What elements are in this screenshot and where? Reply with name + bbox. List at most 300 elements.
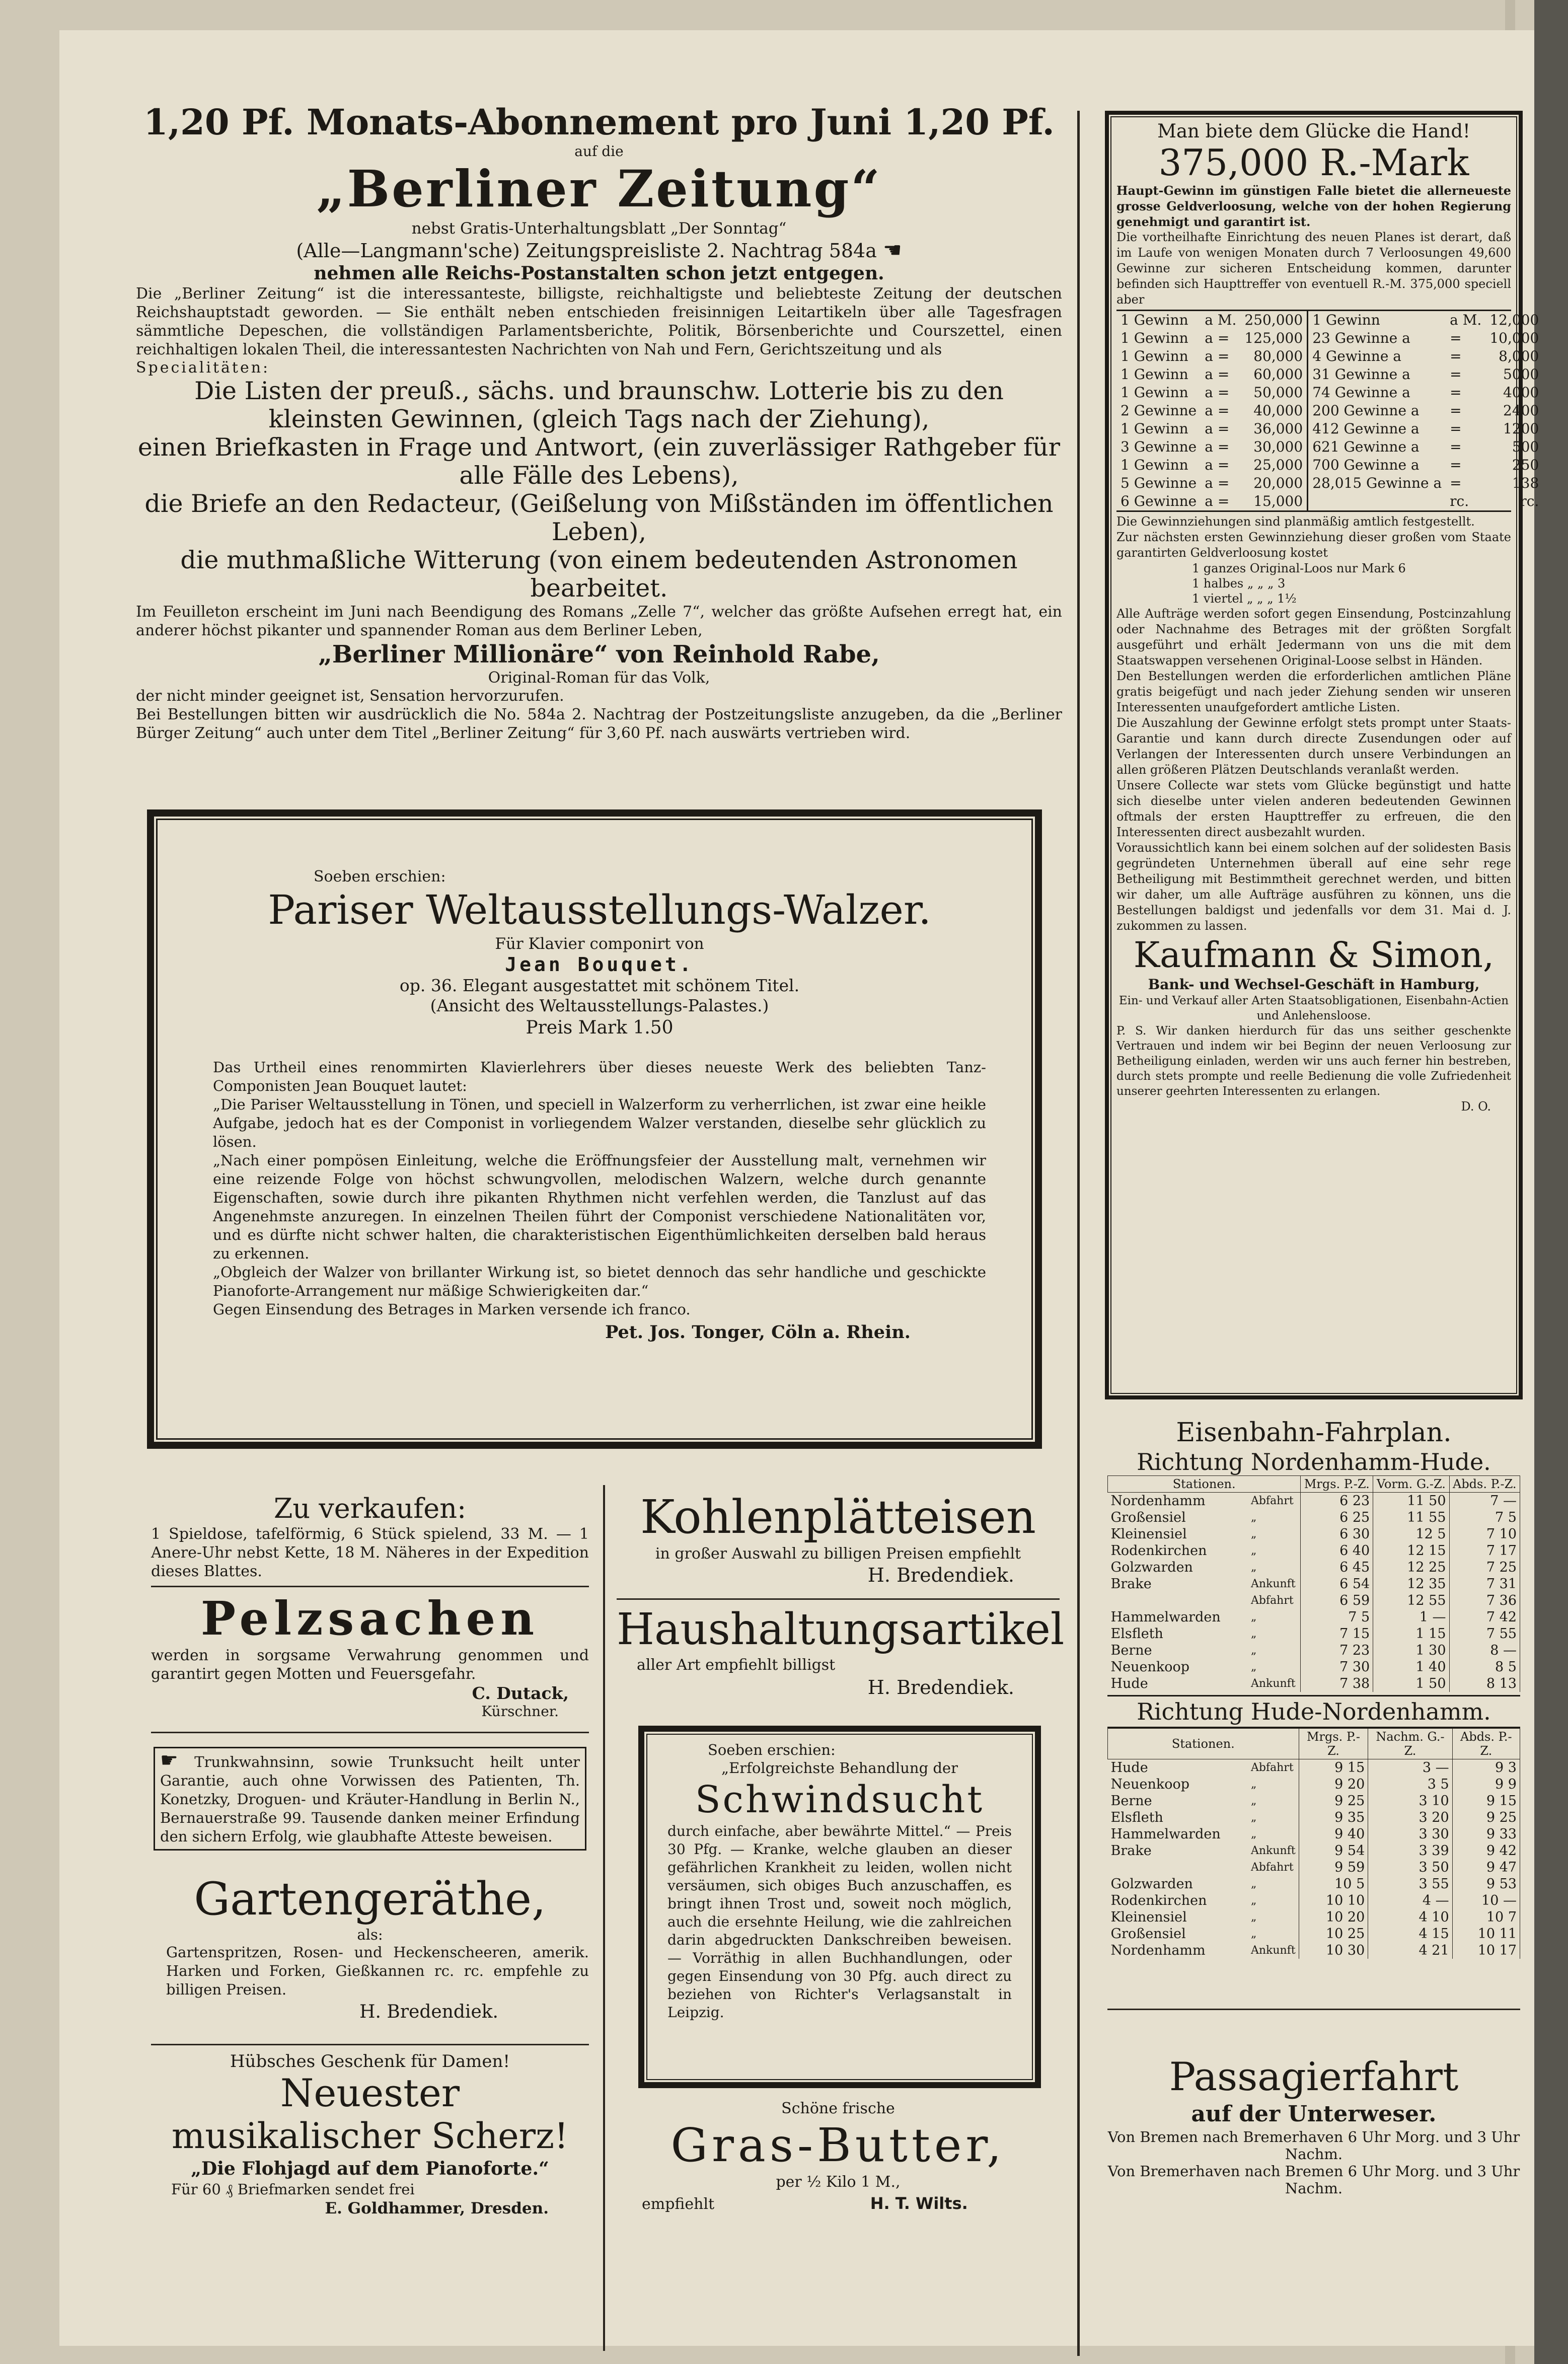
- timetable-cell: Brake: [1110, 1576, 1152, 1592]
- prize-cell: a M.: [1205, 312, 1237, 328]
- prize-cell: a =: [1205, 475, 1230, 491]
- timetable-cell: 6 54: [1301, 1576, 1373, 1592]
- kohlen-ad: [617, 1490, 1060, 1587]
- kohlen-sig: H. Bredendiek.: [867, 1564, 1014, 1586]
- passagier-ad: [1107, 2054, 1520, 2197]
- timetable-cell: Elsfleth: [1110, 1810, 1163, 1825]
- prize-cell: 5 Gewinne: [1121, 475, 1197, 491]
- prize-cell: 10,000: [1489, 330, 1539, 346]
- walzer-quote-2: „Nach einer pompösen Einleitung, welche die Eröffnungsfeier der Ausstellung malt, vernehmen wir eine reizende Folge von höchst schwungvollen, melodischen Walzern, welche durch genannte Eigenschaften, sowie durch ihre pikanten Rhythmen nicht verfehlen werden, die Tanzlust auf das Angenehmste anzuregen. In einzelnen Theilen führt der Componist verschiedene Nationalitäten vor, und es dürfte nicht schwer halten, die charakteristischen Eigenthümlichkeiten derselben bald heraus zu erkennen.: [213, 1152, 986, 1262]
- prize-cell: 15,000: [1240, 492, 1307, 510]
- timetable-row: [1108, 1809, 1520, 1826]
- prize-cell: =: [1450, 475, 1462, 491]
- fahrplan-rule: [1107, 2009, 1520, 2010]
- walzer-signature: Pet. Jos. Tonger, Cöln a. Rhein.: [605, 1322, 911, 1343]
- abo-item-2: einen Briefkasten in Frage und Antwort, (ein zuverlässiger Rathgeber für alle Fälle des Lebens),: [137, 433, 1061, 490]
- prize-cell: 250,000: [1240, 311, 1307, 329]
- timetable-row: [1108, 1592, 1520, 1609]
- prize-cell: [1308, 492, 1446, 510]
- trunk-body: [160, 1751, 580, 1846]
- prize-cell: a =: [1205, 457, 1230, 473]
- timetable-cell: Golzwarden: [1110, 1876, 1193, 1892]
- prize-cell: 6 Gewinne: [1121, 493, 1197, 509]
- timetable-row: [1108, 1542, 1520, 1559]
- timetable-cell: Ankunft: [1248, 1675, 1301, 1692]
- timetable-row: [1108, 1826, 1520, 1842]
- timetable-cell: 7 5: [1301, 1609, 1373, 1626]
- prize-cell: 25,000: [1240, 456, 1307, 474]
- abo-ad: [136, 101, 1062, 743]
- prize-cell: 138: [1512, 475, 1539, 491]
- prize-cell: 200 Gewinne a: [1312, 402, 1420, 419]
- prize-cell: 1 Gewinn: [1312, 312, 1380, 328]
- rule-3: [151, 2044, 589, 2045]
- passagier-line-1: Von Bremen nach Bremerhaven 6 Uhr Morg. und 3 Uhr Nachm.: [1107, 2128, 1520, 2163]
- timetable-cell: Berne: [1110, 1643, 1152, 1658]
- scherz-t3: „Die Flohjagd auf dem Pianoforte.“: [191, 2158, 549, 2179]
- prize-cell: 1 Gewinn: [1121, 457, 1188, 473]
- timetable-cell: 7 30: [1301, 1659, 1373, 1675]
- timetable-cell: Elsfleth: [1110, 1626, 1163, 1642]
- abo-bestell: Bei Bestellungen bitten wir ausdrücklich die No. 584a 2. Nachtrag der Postzeitungsliste anzugeben, da die „Berliner Bürger Zeitung“ auch unter dem Titel „Berliner Zeitung“ für 3,60 Pf. nach auswärts vertrieben wird.: [136, 706, 1062, 742]
- timetable-cell: 3 50: [1368, 1859, 1452, 1876]
- column-rule-right: [1077, 111, 1080, 2356]
- timetable-header-cell: Stationen.: [1108, 1729, 1299, 1759]
- timetable-cell: 12 35: [1373, 1576, 1449, 1592]
- timetable-cell: „: [1248, 1609, 1301, 1626]
- pelz-sig2: Kürschner.: [481, 1703, 559, 1720]
- lottery-ps: P. S. Wir danken hierdurch für das uns seither geschenkte Vertrauen und indem wir bei Beginn der neuen Verloosung zur Betheiligung einladen, werden wir uns auch ferner hin bestreben, durch stets prompte und reelle Bedienung die volle Zufriedenheit unserer geehrten Interessenten zu erlangen.: [1116, 1024, 1511, 1098]
- timetable-cell: 9 59: [1299, 1859, 1368, 1876]
- timetable-cell: „: [1248, 1526, 1301, 1542]
- timetable-cell: Golzwarden: [1110, 1560, 1193, 1575]
- timetable-cell: „: [1248, 1542, 1301, 1559]
- timetable-cell: Rodenkirchen: [1110, 1543, 1207, 1559]
- walzer-title: Pariser Weltausstellungs-Walzer.: [268, 886, 931, 933]
- timetable-cell: Ankunft: [1248, 1842, 1299, 1859]
- timetable-cell: 10 25: [1299, 1926, 1368, 1942]
- trunk-text: Trunkwahnsinn, sowie Trunksucht heilt unter Garantie, auch ohne Vorwissen des Patienten, Th. Konetzky, Droguen- und Kräuter-Handlung in Berlin N., Bernauerstraße 99. Tausende danken meiner Erfindung den sichern Erfolg, wie glaubhafte Atteste beweisen.: [160, 1753, 580, 1845]
- timetable-cell: 12 25: [1373, 1559, 1449, 1576]
- timetable-cell: 10 30: [1299, 1942, 1368, 1959]
- prize-cell: 36,000: [1240, 420, 1307, 438]
- timetable-cell: 4 21: [1368, 1942, 1452, 1959]
- prize-cell: 12,000: [1489, 312, 1539, 328]
- timetable-cell: 3 10: [1368, 1793, 1452, 1809]
- timetable-cell: 6 25: [1301, 1509, 1373, 1526]
- walzer-quote-3: „Obgleich der Walzer von brillanter Wirkung ist, so bietet dennoch das sehr handliche und geschickte Pianoforte-Arrangement nur mäßige Schwierigkeiten dar.“: [213, 1264, 986, 1299]
- timetable-cell: 7 5: [1449, 1509, 1520, 1526]
- timetable-cell: 7 15: [1301, 1626, 1373, 1642]
- prize-row: [1116, 420, 1543, 438]
- timetable-cell: 6 59: [1301, 1592, 1373, 1609]
- prize-cell: 1 Gewinn: [1121, 330, 1188, 346]
- prize-cell: 1 Gewinn: [1121, 348, 1188, 364]
- prize-cell: 1 Gewinn: [1121, 366, 1188, 383]
- walzer-op: op. 36. Elegant ausgestattet mit schönem Titel.: [399, 976, 800, 995]
- prize-cell: 1 Gewinn: [1121, 312, 1188, 328]
- timetable-cell: „: [1248, 1642, 1301, 1659]
- prize-cell: 50,000: [1240, 384, 1307, 402]
- timetable-hude-nordenhamm: [1107, 1728, 1520, 1959]
- fahrplan: [1107, 1417, 1520, 1959]
- timetable-cell: 1 —: [1373, 1609, 1449, 1626]
- abo-nebst: nebst Gratis-Unterhaltungsblatt „Der Sonntag“: [411, 219, 787, 238]
- pointing-hand-icon: ☚: [882, 238, 902, 262]
- abo-nehmen: nehmen alle Reichs-Postanstalten schon jetzt entgegen.: [314, 263, 884, 284]
- timetable-row: [1108, 1909, 1520, 1926]
- timetable-cell: Abfahrt: [1248, 1592, 1301, 1609]
- prize-cell: 30,000: [1240, 438, 1307, 456]
- prize-cell: a =: [1205, 420, 1230, 437]
- timetable-cell: Abfahrt: [1248, 1493, 1301, 1510]
- column-rule-left: [603, 1485, 605, 2351]
- abo-headline: 1,20 Pf. Monats-Abonnement pro Juni 1,20 Pf.: [143, 101, 1055, 143]
- timetable-cell: 3 30: [1368, 1826, 1452, 1842]
- prize-cell: 8,000: [1499, 348, 1539, 364]
- timetable-cell: 7 36: [1449, 1592, 1520, 1609]
- timetable-cell: „: [1248, 1809, 1299, 1826]
- butter-title: Gras-Butter,: [670, 2118, 1006, 2172]
- prize-cell: =: [1450, 330, 1462, 346]
- timetable-row: [1108, 1926, 1520, 1942]
- timetable-cell: 9 25: [1452, 1809, 1520, 1826]
- timetable-cell: 4 —: [1368, 1892, 1452, 1909]
- prize-cell: 412 Gewinne a: [1312, 420, 1420, 437]
- prize-row: [1116, 329, 1543, 347]
- prize-cell: rc.: [1520, 493, 1539, 509]
- timetable-cell: „: [1248, 1559, 1301, 1576]
- prize-cell: 125,000: [1240, 329, 1307, 347]
- timetable-cell: „: [1248, 1926, 1299, 1942]
- timetable-header-cell: Stationen.: [1108, 1476, 1301, 1493]
- prize-cell: a =: [1205, 493, 1230, 509]
- prize-cell: =: [1450, 384, 1462, 401]
- pelz-ad: [151, 1591, 589, 1720]
- timetable-cell: 4 15: [1368, 1926, 1452, 1942]
- lottery-p3: Die Gewinnziehungen sind planmäßig amtlich festgestellt.: [1116, 514, 1475, 529]
- prize-cell: 2400: [1503, 402, 1539, 419]
- prize-cell: 621 Gewinne a: [1312, 438, 1420, 455]
- timetable-cell: 6 40: [1301, 1542, 1373, 1559]
- timetable-cell: 8 13: [1449, 1675, 1520, 1692]
- trunk-ad: [154, 1747, 586, 1851]
- walzer-ansicht: (Ansicht des Weltausstellungs-Palastes.): [430, 996, 769, 1015]
- timetable-cell: „: [1248, 1793, 1299, 1809]
- prize-cell: 2 Gewinne: [1121, 402, 1197, 419]
- timetable-row: [1108, 1626, 1520, 1642]
- timetable-row: [1108, 1642, 1520, 1659]
- timetable-cell: Abfahrt: [1248, 1759, 1299, 1777]
- timetable-cell: „: [1248, 1659, 1301, 1675]
- timetable-cell: Abfahrt: [1248, 1859, 1299, 1876]
- timetable-cell: 9 9: [1452, 1776, 1520, 1793]
- timetable-row: [1108, 1559, 1520, 1576]
- timetable-cell: 7 42: [1449, 1609, 1520, 1626]
- prize-cell: 74 Gewinne a: [1312, 384, 1410, 401]
- prize-cell: a =: [1205, 438, 1230, 455]
- timetable-cell: Kleinensiel: [1110, 1526, 1187, 1542]
- abo-original: Original-Roman für das Volk,: [488, 669, 710, 687]
- lottery-p9: Voraussichtlich kann bei einem solchen auf der solidesten Basis gegründeten Unternehmen überall auf eine sehr rege Betheiligung mit Bestimmtheit gerechnet werden, und bitten wir daher, um alle Aufträge ausführen zu können, uns die Bestellungen baldigst und jedenfalls vor dem 31. Mai d. J. zukommen zu lassen.: [1116, 841, 1511, 933]
- abo-listing: [136, 239, 1062, 262]
- abo-item-4: die muthmaßliche Witterung (von einem bedeutenden Astronomen bearbeitet.: [180, 546, 1018, 603]
- timetable-cell: 7 25: [1449, 1559, 1520, 1576]
- prize-cell: 80,000: [1240, 347, 1307, 365]
- prize-row: [1116, 402, 1543, 420]
- garten-ad: [151, 1873, 589, 2025]
- timetable-cell: 9 54: [1299, 1842, 1368, 1859]
- timetable-cell: 9 40: [1299, 1826, 1368, 1842]
- scherz-pre: Hübsches Geschenk für Damen!: [230, 2051, 510, 2072]
- abo-item-3: die Briefe an den Redacteur, (Geißelung von Mißständen im öffentlichen Leben),: [144, 489, 1054, 546]
- timetable-cell: „: [1248, 1876, 1299, 1892]
- scherz-l1: Für 60 ₰ Briefmarken sendet frei: [171, 2181, 415, 2198]
- prize-cell: rc.: [1450, 493, 1469, 509]
- timetable-row: [1108, 1776, 1520, 1793]
- lottery-p7: Die Auszahlung der Gewinne erfolgt stets prompt unter Staats-Garantie und kann durch directe Zusendungen oder auf Verlangen der Interessenten durch unsere Verbindungen an allen größeren Plätzen Deutschlands veranlaßt werden.: [1116, 716, 1511, 777]
- timetable-row: [1108, 1493, 1520, 1510]
- lottery-p6: Den Bestellungen werden die erforderlichen amtlichen Pläne gratis beigefügt und nach jeder Ziehung senden wir unseren Interessenten unaufgefordert amtliche Listen.: [1116, 669, 1511, 714]
- lottery-los-2: 1 halbes „ „ „ 3: [1192, 576, 1286, 590]
- butter-price: per ½ Kilo 1 M.,: [776, 2173, 901, 2191]
- scherz-sig: E. Goldhammer, Dresden.: [325, 2199, 549, 2218]
- schwind-body: durch einfache, aber bewährte Mittel.“ — Preis 30 Pfg. — Kranke, welche glauben an dieser gefährlichen Krankheit zu leiden, wollen nicht versäumen, sich obiges Buch anzuschaffen, es bringt ihnen Trost und, soweit noch möglich, auch die ersehnte Heilung, wie die zahlreichen darin abgedruckten Dankschreiben beweisen. — Vorräthig in allen Buchhandlungen, oder gegen Einsendung von 30 Pfg. auch direct zu beziehen von Richter's Verlagsanstalt in Leipzig.: [667, 1823, 1012, 2021]
- timetable-row: [1108, 1675, 1520, 1692]
- timetable-cell: 9 53: [1452, 1876, 1520, 1892]
- lottery-p8: Unsere Collecte war stets vom Glücke begünstigt und hatte sich dieselbe unter vielen anderen bedeutenden Gewinnen oftmals der ersten Haupttreffer zu erfreuen, die den Interessenten direct ausbezahlt wurden.: [1116, 778, 1511, 839]
- verkaufen-ad: [151, 1493, 589, 1581]
- prize-cell: =: [1450, 457, 1462, 473]
- timetable-row: [1108, 1609, 1520, 1626]
- lottery-los-3: 1 viertel „ „ „ 1½: [1192, 592, 1297, 606]
- lottery-p1: Haupt-Gewinn im günstigen Falle bietet die allerneueste grosse Geldverloosung, welche von der hohen Regierung genehmigt und garantirt ist.: [1116, 183, 1511, 229]
- timetable-cell: 12 55: [1373, 1592, 1449, 1609]
- verkaufen-body: 1 Spieldose, tafelförmig, 6 Stück spielend, 33 M. — 1 Anere-Uhr nebst Kette, 18 M. Näheres in der Expedition dieses Blattes.: [151, 1525, 589, 1580]
- timetable-cell: Ankunft: [1248, 1942, 1299, 1959]
- fahrplan-dir1: Richtung Nordenhamm-Hude.: [1137, 1448, 1491, 1475]
- lottery-ad: [1110, 116, 1539, 1394]
- timetable-header-cell: Vorm. G.-Z.: [1373, 1476, 1449, 1493]
- timetable-header-cell: Nachm. G.-Z.: [1368, 1729, 1452, 1759]
- timetable-cell: 10 —: [1452, 1892, 1520, 1909]
- timetable-cell: Großensiel: [1110, 1926, 1186, 1942]
- kohlen-body: in großer Auswahl zu billigen Preisen empfiehlt: [655, 1545, 1021, 1563]
- timetable-cell: 7 38: [1301, 1675, 1373, 1692]
- walzer-body: Das Urtheil eines renommirten Klavierlehrers über dieses neueste Werk des beliebten Tanz-Componisten Jean Bouquet lautet:: [213, 1059, 986, 1094]
- lottery-ad-frame: [1105, 111, 1539, 1399]
- timetable-cell: 10 11: [1452, 1926, 1520, 1942]
- walzer-preis: Preis Mark 1.50: [526, 1017, 674, 1038]
- timetable-cell: 7 10: [1449, 1526, 1520, 1542]
- butter-sig: H. T. Wilts.: [870, 2194, 968, 2213]
- timetable-cell: 9 3: [1452, 1759, 1520, 1777]
- walzer-ad-frame: [147, 809, 1042, 1449]
- passagier-sub: auf der Unterweser.: [1191, 2101, 1437, 2127]
- walzer-soeben: Soeben erschien:: [314, 868, 446, 885]
- prize-cell: =: [1450, 348, 1462, 364]
- timetable-cell: 9 47: [1452, 1859, 1520, 1876]
- verkaufen-title: Zu verkaufen:: [273, 1493, 467, 1524]
- prize-cell: 1 Gewinn: [1121, 420, 1188, 437]
- schwind-title: Schwindsucht: [695, 1778, 985, 1821]
- timetable-row: [1108, 1892, 1520, 1909]
- garten-als: als:: [357, 1926, 383, 1943]
- timetable-row: [1108, 1526, 1520, 1542]
- prize-cell: 31 Gewinne a: [1312, 366, 1410, 383]
- timetable-cell: Hammelwarden: [1110, 1826, 1221, 1842]
- timetable-cell: 3 5: [1368, 1776, 1452, 1793]
- garten-sig: H. Bredendiek.: [359, 2002, 498, 2022]
- timetable-row: [1108, 1576, 1520, 1592]
- timetable-cell: 10 20: [1299, 1909, 1368, 1926]
- fahrplan-title: Eisenbahn-Fahrplan.: [1176, 1418, 1452, 1448]
- timetable-nordenhamm-hude: [1107, 1475, 1520, 1692]
- timetable-cell: Berne: [1110, 1793, 1152, 1809]
- lottery-prize-table-wrap: [1116, 310, 1539, 512]
- passagier-title: Passagierfahrt: [1169, 2054, 1459, 2100]
- timetable-cell: „: [1248, 1909, 1299, 1926]
- timetable-cell: 7 23: [1301, 1642, 1373, 1659]
- passagier-line-2: Von Bremerhaven nach Bremen 6 Uhr Morg. und 3 Uhr Nachm.: [1107, 2163, 1520, 2197]
- timetable-cell: 9 15: [1452, 1793, 1520, 1809]
- abo-sensation: der nicht minder geeignet ist, Sensation hervorzurufen.: [136, 687, 564, 705]
- prize-cell: 5000: [1503, 366, 1539, 383]
- lottery-do: D. O.: [1461, 1099, 1491, 1114]
- walzer-fuer: Für Klavier componirt von: [495, 935, 704, 953]
- butter-empf-text: empfiehlt: [642, 2195, 715, 2213]
- timetable-header-cell: Mrgs. P.-Z.: [1301, 1476, 1373, 1493]
- kohlen-title: Kohlenplätteisen: [640, 1490, 1036, 1544]
- abo-title: „Berliner Zeitung“: [316, 159, 882, 218]
- timetable-cell: 1 50: [1373, 1675, 1449, 1692]
- timetable-cell: 11 55: [1373, 1509, 1449, 1526]
- timetable-cell: Ankunft: [1248, 1576, 1301, 1592]
- timetable-cell: 4 10: [1368, 1909, 1452, 1926]
- garten-body: Gartenspritzen, Rosen- und Heckenscheeren, amerik. Harken und Forken, Gießkannen rc. rc. empfehle zu billigen Preisen.: [166, 1944, 589, 1998]
- timetable-cell: 1 15: [1373, 1626, 1449, 1642]
- timetable-cell: 10 7: [1452, 1909, 1520, 1926]
- pelz-body: werden in sorgsame Verwahrung genommen und garantirt gegen Motten und Feuersgefahr.: [151, 1647, 589, 1683]
- scherz-t2: musikalischer Scherz!: [171, 2115, 569, 2157]
- timetable-cell: 6 23: [1301, 1493, 1373, 1510]
- prize-cell: a =: [1205, 402, 1230, 419]
- prize-cell: =: [1450, 402, 1462, 419]
- pelz-title: Pelzsachen: [200, 1591, 540, 1646]
- timetable-cell: 11 50: [1373, 1493, 1449, 1510]
- prize-cell: a =: [1205, 348, 1230, 364]
- walzer-composer: Jean Bouquet.: [505, 953, 694, 976]
- timetable-cell: 8 5: [1449, 1659, 1520, 1675]
- timetable-cell: 1 30: [1373, 1642, 1449, 1659]
- prize-cell: 23 Gewinne a: [1312, 330, 1410, 346]
- timetable-cell: 7 —: [1449, 1493, 1520, 1510]
- lottery-firm2: Bank- und Wechsel-Geschäft in Hamburg,: [1148, 976, 1480, 993]
- prize-cell: 4 Gewinne a: [1312, 348, 1401, 364]
- haus-ad: [617, 1603, 1065, 1700]
- abo-feuilleton: Im Feuilleton erscheint im Juni nach Beendigung des Romans „Zelle 7“, welcher das größte Aufsehen erregt hat, ein anderer höchst pikanter und spannender Roman aus dem Berliner Leben,: [136, 603, 1062, 639]
- lottery-prize-table: [1116, 311, 1543, 510]
- timetable-row: [1108, 1793, 1520, 1809]
- timetable-cell: 3 39: [1368, 1842, 1452, 1859]
- pelz-sig: C. Dutack,: [472, 1683, 569, 1703]
- prize-cell: 40,000: [1240, 402, 1307, 420]
- schwind-ad-frame: [638, 1726, 1041, 2088]
- timetable-header: [1108, 1476, 1520, 1493]
- timetable-cell: [1108, 1859, 1248, 1876]
- timetable-cell: „: [1248, 1626, 1301, 1642]
- timetable-cell: Nordenhamm: [1110, 1493, 1206, 1509]
- timetable-cell: 3 20: [1368, 1809, 1452, 1826]
- butter-empf: [617, 2192, 1060, 2216]
- timetable-cell: „: [1248, 1892, 1299, 1909]
- butter-pre: Schöne frische: [781, 2100, 895, 2117]
- timetable-row: [1108, 1876, 1520, 1892]
- timetable-row: [1108, 1659, 1520, 1675]
- rule-4: [617, 1598, 1060, 1600]
- prize-row: [1116, 438, 1543, 456]
- timetable-cell: Hude: [1110, 1676, 1148, 1691]
- timetable-cell: „: [1248, 1826, 1299, 1842]
- prize-cell: 700 Gewinne a: [1312, 457, 1420, 473]
- schwind-l1: „Erfolgreichste Behandlung der: [721, 1759, 958, 1777]
- butter-ad: [617, 2099, 1060, 2216]
- prize-row: [1116, 474, 1543, 492]
- timetable-cell: 9 35: [1299, 1809, 1368, 1826]
- abo-spec: Specialitäten:: [136, 359, 270, 377]
- walzer-ad: [156, 819, 1033, 1440]
- timetable-row: [1108, 1509, 1520, 1526]
- lottery-firm3: Ein- und Verkauf aller Arten Staatsobligationen, Eisenbahn-Actien und Anlehensloose.: [1118, 994, 1509, 1022]
- timetable-cell: 8 —: [1449, 1642, 1520, 1659]
- timetable-cell: Nordenhamm: [1110, 1943, 1206, 1958]
- lottery-h1: Man biete dem Glücke die Hand!: [1157, 120, 1470, 142]
- prize-cell: 28,015 Gewinne a: [1312, 475, 1442, 491]
- lottery-h2: 375,000 R.-Mark: [1158, 141, 1469, 184]
- timetable-cell: Großensiel: [1110, 1510, 1186, 1525]
- timetable-cell: 9 15: [1299, 1759, 1368, 1777]
- haus-sig: H. Bredendiek.: [867, 1676, 1014, 1698]
- prize-cell: 20,000: [1240, 474, 1307, 492]
- timetable-header-cell: Mrgs. P.-Z.: [1299, 1729, 1368, 1759]
- timetable-cell: „: [1248, 1776, 1299, 1793]
- scherz-t1: Neuester: [280, 2071, 460, 2115]
- rule-1: [151, 1586, 589, 1587]
- prize-row: [1116, 347, 1543, 365]
- timetable-row: [1108, 1942, 1520, 1959]
- prize-cell: =: [1450, 420, 1462, 437]
- abo-item-1: Die Listen der preuß., sächs. und braunschw. Lotterie bis zu den kleinsten Gewinnen, (gleich Tags nach der Ziehung),: [194, 377, 1004, 433]
- lottery-p4: Zur nächsten ersten Gewinnziehung dieser großen vom Staate garantirten Geldverloosung kostet: [1116, 530, 1511, 560]
- prize-row: [1116, 365, 1543, 384]
- abo-listing-text: (Alle—Langmann'sche) Zeitungspreisliste 2. Nachtrag 584a: [296, 240, 877, 262]
- timetable-cell: „: [1248, 1509, 1301, 1526]
- timetable-cell: 12 5: [1373, 1526, 1449, 1542]
- lottery-p5: Alle Aufträge werden sofort gegen Einsendung, Postcinzahlung oder Nachnahme des Betrages mit der größten Sorgfalt ausgeführt und erhält Jedermann von uns die mit dem Staatswappen versehenen Original-Loose selbst in Händen.: [1116, 607, 1511, 668]
- scherz-ad: [151, 2051, 589, 2219]
- prize-cell: 1200: [1503, 420, 1539, 437]
- prize-cell: a M.: [1450, 312, 1482, 328]
- prize-row: [1116, 492, 1543, 510]
- timetable-row: [1108, 1859, 1520, 1876]
- prize-cell: =: [1450, 438, 1462, 455]
- prize-cell: 500: [1512, 438, 1539, 455]
- timetable-cell: Neuenkoop: [1110, 1777, 1190, 1792]
- timetable-cell: Neuenkoop: [1110, 1659, 1190, 1675]
- timetable-cell: [1108, 1592, 1248, 1609]
- timetable-cell: 9 25: [1299, 1793, 1368, 1809]
- haus-title: Haushaltungsartikel: [617, 1604, 1065, 1655]
